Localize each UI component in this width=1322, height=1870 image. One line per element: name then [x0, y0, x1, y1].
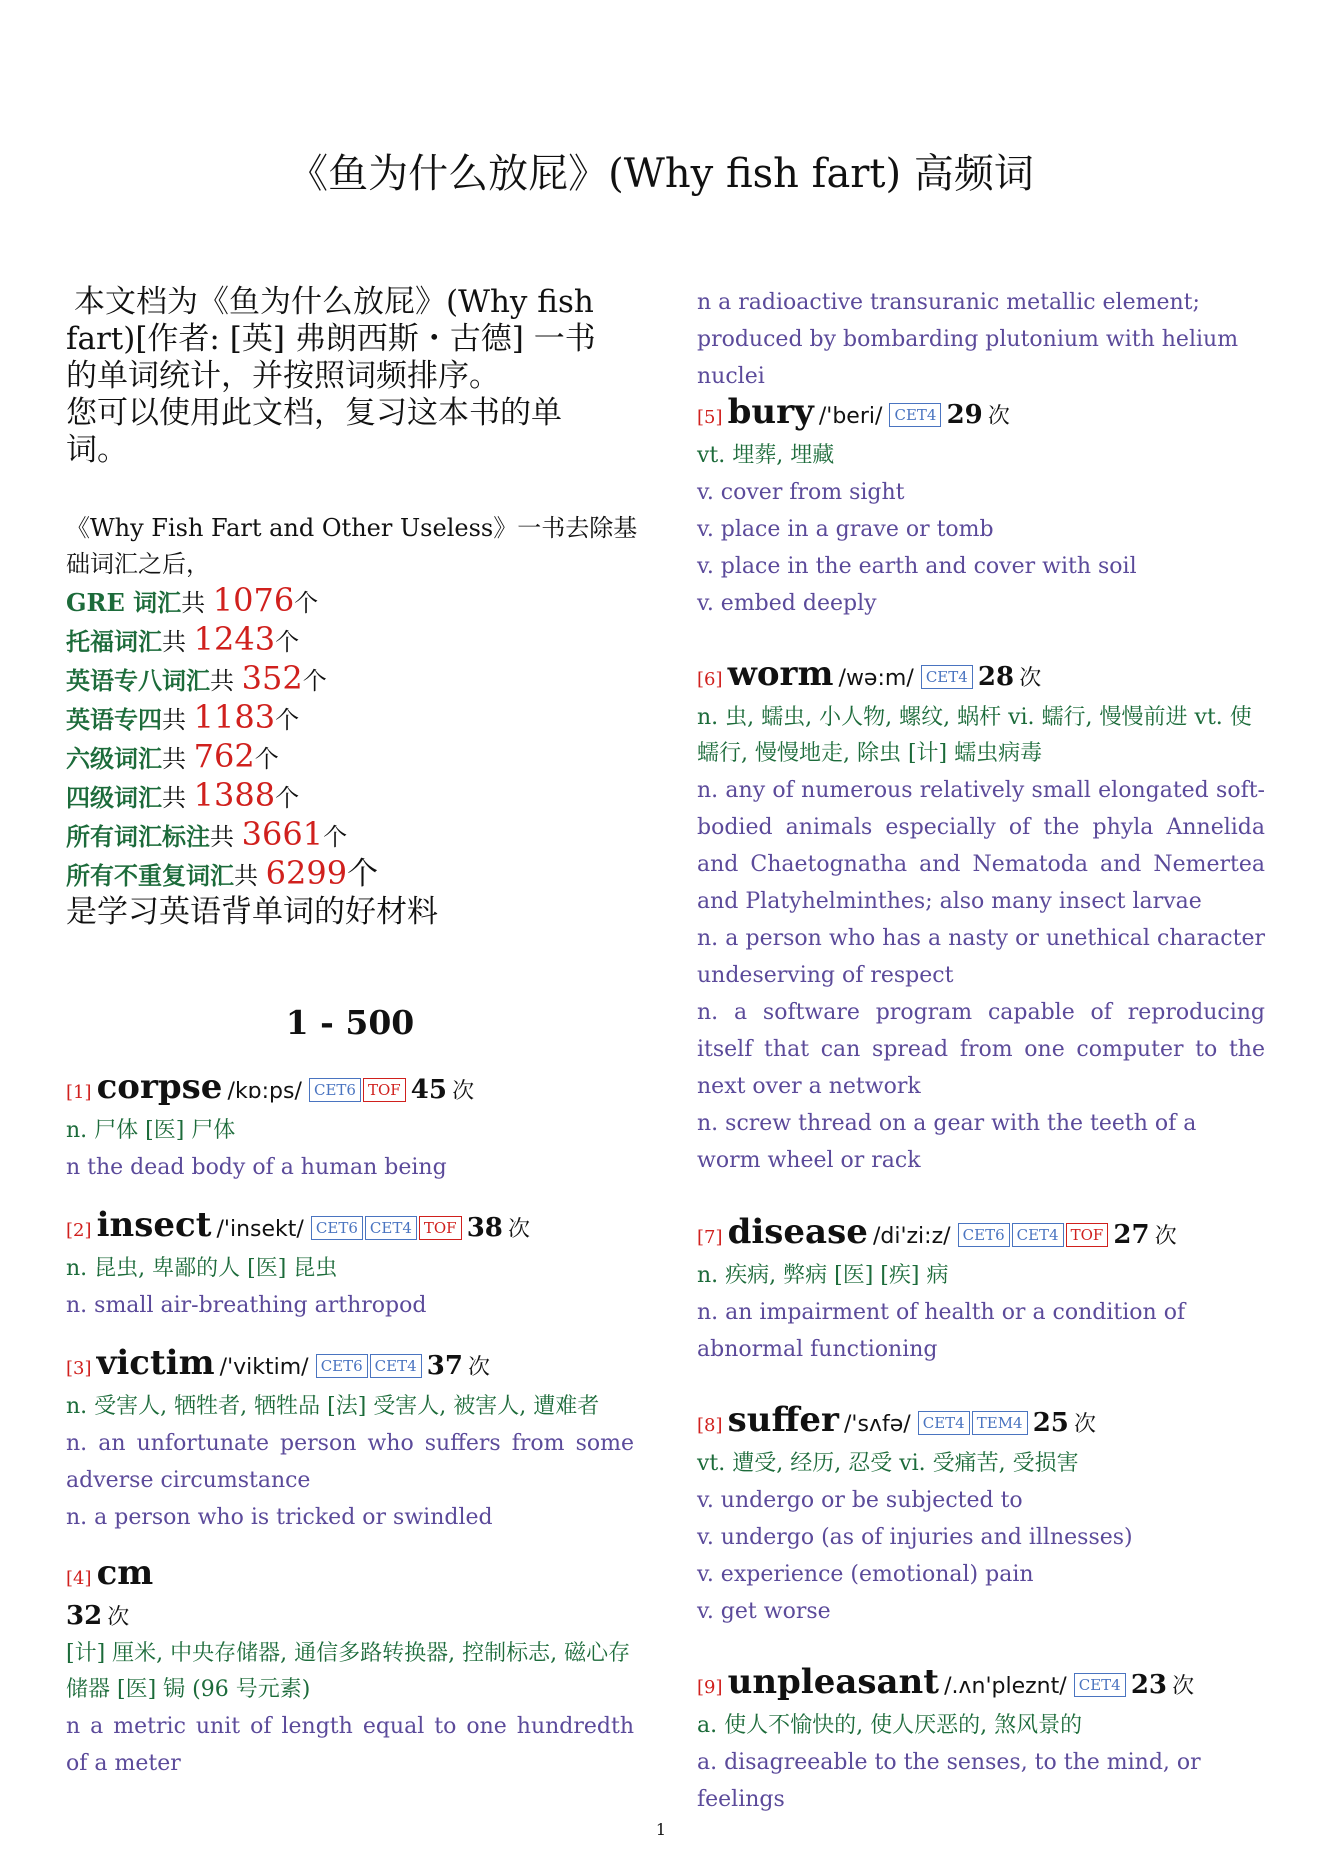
tag-badge: TOF [1066, 1223, 1109, 1247]
entry-cm [66, 1553, 634, 1782]
page-title: 《鱼为什么放屁》(Why fish fart) 高频词 [288, 151, 1034, 197]
count-unit: 次 [452, 1079, 475, 1104]
frequency-count: 23 [1130, 1670, 1167, 1700]
phonetic: /'insekt/ [216, 1217, 304, 1242]
closing-line: 是学习英语背单词的好材料 [66, 894, 438, 930]
headword: bury [727, 392, 814, 432]
intro-line: fart)[作者: [英] 弗朗西斯・古德] 一书 [66, 321, 596, 357]
count-unit: 次 [1172, 1674, 1195, 1699]
chinese-definition: n. 昆虫, 卑鄙的人 [医] 昆虫 [66, 1256, 338, 1281]
english-definition: v. place in the earth and cover with soil [697, 554, 1137, 579]
stat-unit: 个 [294, 589, 319, 617]
count-unit: 次 [1019, 666, 1042, 691]
tag-badge: CET6 [958, 1223, 1010, 1247]
summary-line: 《Why Fish Fart and Other Useless》一书去除基 [66, 514, 638, 542]
stat-unit: 个 [275, 706, 300, 734]
english-definition: n a metric unit of length equal to one hundredth of a meter [66, 1714, 634, 1776]
headword: corpse [96, 1067, 223, 1107]
stat-row [66, 777, 634, 816]
stat-row [66, 855, 634, 894]
headword: disease [727, 1212, 868, 1252]
count-unit: 次 [987, 404, 1010, 429]
english-definition: v. place in a grave or tomb [697, 517, 994, 542]
stat-count: 1076 [212, 581, 295, 619]
headword-line [697, 1662, 1265, 1708]
headword: suffer [727, 1400, 839, 1440]
entry-worm [697, 654, 1265, 1179]
entry-index: [9] [697, 1677, 723, 1698]
chinese-definition: vt. 遭受, 经历, 忍受 vi. 受痛苦, 受损害 [697, 1451, 1079, 1476]
phonetic: /'beri/ [818, 404, 883, 429]
entry-insect [66, 1205, 634, 1324]
intro-line: 本文档为《鱼为什么放屁》(Why fish [74, 284, 594, 320]
headword: insect [96, 1205, 212, 1245]
entry-index: [5] [697, 407, 723, 428]
stat-label: 所有词汇标注 [66, 822, 210, 851]
frequency-count: 29 [946, 400, 983, 430]
count-unit: 次 [107, 1605, 130, 1630]
english-definition: n. any of numerous relatively small elongated soft-bodied animals especially of the phyla Annelida and Chaetognatha and Nematoda and Nemertea and Platyhelminthes; also many insect larvae [697, 778, 1265, 914]
intro-paragraph [66, 284, 634, 469]
chinese-definition: n. 尸体 [医] 尸体 [66, 1118, 236, 1143]
headword-line [697, 654, 1265, 700]
headword-line [66, 1205, 634, 1251]
tag-badge: TOF [419, 1216, 462, 1240]
headword: unpleasant [727, 1662, 939, 1702]
phonetic: /'sʌfə/ [844, 1412, 911, 1437]
tag-badge: TOF [363, 1078, 406, 1102]
tag-badge: CET4 [370, 1354, 422, 1378]
entry-index: [8] [697, 1415, 723, 1436]
english-definition: n. small air-breathing arthropod [66, 1293, 427, 1318]
headword: cm [96, 1553, 154, 1593]
tag-badge: CET6 [316, 1354, 368, 1378]
stat-count: 1183 [193, 698, 276, 736]
section-title: 1 - 500 [285, 1003, 415, 1042]
stat-pre: 共 [210, 667, 242, 695]
intro-line: 的单词统计，并按照词频排序。 [66, 358, 500, 394]
tag-badge: CET4 [1012, 1223, 1064, 1247]
stat-label: GRE 词汇 [66, 588, 182, 617]
phonetic: /wə:m/ [838, 666, 914, 691]
stat-pre: 共 [162, 706, 194, 734]
intro-line: 词。 [66, 432, 128, 468]
count-unit: 次 [468, 1355, 491, 1380]
page-number: 1 [655, 1820, 667, 1839]
headword-line [66, 1553, 634, 1599]
stat-pre: 共 [234, 862, 266, 890]
frequency-count: 38 [466, 1213, 503, 1243]
stat-unit: 个 [302, 667, 327, 695]
english-definition: n the dead body of a human being [66, 1155, 447, 1180]
stat-unit: 个 [323, 823, 348, 851]
stat-count: 6299 [265, 854, 348, 892]
intro-line: 您可以使用此文档，复习这本书的单 [66, 395, 562, 431]
tag-badge: CET4 [921, 665, 973, 689]
tag-badge: CET6 [309, 1078, 361, 1102]
stat-row [66, 699, 634, 738]
entry-index: [4] [66, 1568, 92, 1589]
entry-index: [6] [697, 669, 723, 690]
english-definition: n. an impairment of health or a condition of abnormal functioning [697, 1300, 1186, 1362]
entry-victim [66, 1343, 634, 1536]
stat-count: 3661 [241, 815, 324, 853]
headword-line [697, 392, 1265, 438]
english-definition: n. screw thread on a gear with the teeth of a worm wheel or rack [697, 1111, 1197, 1173]
headword-line [66, 1343, 634, 1389]
headword: victim [96, 1343, 215, 1383]
entry-suffer [697, 1400, 1265, 1630]
frequency-count: 27 [1113, 1220, 1150, 1250]
headword-line [697, 1212, 1265, 1258]
entry-index: [2] [66, 1220, 92, 1241]
english-definition: v. embed deeply [697, 591, 877, 616]
english-definition: n. an unfortunate person who suffers from some adverse circumstance [66, 1431, 634, 1493]
headword: worm [727, 654, 834, 694]
stat-unit: 个 [275, 784, 300, 812]
chinese-definition: n. 受害人, 牺牲者, 牺牲品 [法] 受害人, 被害人, 遭难者 [66, 1394, 600, 1419]
english-definition: v. undergo or be subjected to [697, 1488, 1023, 1513]
english-definition: n. a person who is tricked or swindled [66, 1505, 493, 1530]
english-definition: v. experience (emotional) pain [697, 1562, 1034, 1587]
entry-index: [7] [697, 1227, 723, 1248]
stat-count: 762 [193, 737, 255, 775]
chinese-definition: n. 疾病, 弊病 [医] [疾] 病 [697, 1263, 949, 1288]
count-unit: 次 [1073, 1412, 1096, 1437]
tag-badge: CET4 [365, 1216, 417, 1240]
english-definition: a. disagreeable to the senses, to the mind, or feelings [697, 1750, 1201, 1812]
phonetic: /.ʌn'pleznt/ [944, 1674, 1067, 1699]
count-line [66, 1599, 634, 1636]
stat-label: 托福词汇 [66, 627, 162, 656]
tag-badge: CET4 [918, 1411, 970, 1435]
chinese-definition: n. 虫, 蠕虫, 小人物, 螺纹, 蜗杆 vi. 蠕行, 慢慢前进 vt. 使蠕行, 慢慢地走, 除虫 [计] 蠕虫病毒 [697, 705, 1252, 766]
stat-pre: 共 [162, 784, 194, 812]
stat-label: 四级词汇 [66, 783, 162, 812]
entry-bury [697, 392, 1265, 622]
stat-row [66, 660, 634, 699]
stat-count: 1388 [193, 776, 276, 814]
phonetic: /'viktim/ [219, 1355, 309, 1380]
tag-badge: CET4 [889, 403, 941, 427]
stat-label: 六级词汇 [66, 744, 162, 773]
stat-row [66, 738, 634, 777]
summary-line: 础词汇之后， [66, 550, 210, 578]
frequency-count: 25 [1032, 1408, 1069, 1438]
phonetic: /di'zi:z/ [872, 1224, 951, 1249]
tag-badge: CET4 [1074, 1673, 1126, 1697]
stat-pre: 共 [162, 745, 194, 773]
entry-index: [3] [66, 1358, 92, 1379]
headword-line [697, 1400, 1265, 1446]
english-definition: n a radioactive transuranic metallic element; produced by bombarding plutonium with helium nuclei [697, 290, 1239, 389]
chinese-definition: a. 使人不愉快的, 使人厌恶的, 煞风景的 [697, 1713, 1083, 1738]
frequency-count: 28 [977, 662, 1015, 692]
stat-count: 1243 [193, 620, 276, 658]
entry-disease [697, 1212, 1265, 1368]
stat-label: 英语专八词汇 [66, 666, 210, 695]
count-unit: 次 [507, 1217, 530, 1242]
english-definition: v. get worse [697, 1599, 831, 1624]
entry-cm-continued [697, 284, 1265, 395]
tag-badge: CET6 [311, 1216, 363, 1240]
entry-unpleasant [697, 1662, 1265, 1818]
english-definition: n. a person who has a nasty or unethical character undeserving of respect [697, 926, 1265, 988]
headword-line [66, 1067, 634, 1113]
stat-row [66, 621, 634, 660]
entry-corpse [66, 1067, 634, 1186]
stat-label: 英语专四 [66, 705, 162, 734]
count-unit: 次 [1154, 1224, 1177, 1249]
tag-badge: TEM4 [972, 1411, 1028, 1435]
chinese-definition: [计] 厘米, 中央存储器, 通信多路转换器, 控制标志, 磁心存储器 [医] 锔 (96 号元素) [66, 1641, 631, 1702]
stat-pre: 共 [162, 628, 194, 656]
phonetic: /kɒ:ps/ [227, 1079, 302, 1104]
stat-label: 所有不重复词汇 [66, 861, 234, 890]
stat-unit: 个 [254, 745, 279, 773]
entry-index: [1] [66, 1082, 92, 1103]
frequency-count: 32 [66, 1601, 103, 1631]
stat-unit: 个 [347, 856, 379, 892]
english-definition: v. undergo (as of injuries and illnesses) [697, 1525, 1133, 1550]
frequency-count: 37 [426, 1351, 463, 1381]
english-definition: n. a software program capable of reproducing itself that can spread from one computer to the next over a network [697, 1000, 1265, 1099]
vocab-stats [66, 510, 638, 930]
english-definition: v. cover from sight [697, 480, 905, 505]
stat-row [66, 816, 634, 855]
frequency-count: 45 [410, 1075, 447, 1105]
stat-unit: 个 [275, 628, 300, 656]
stat-count: 352 [241, 659, 303, 697]
stat-row [66, 582, 634, 621]
chinese-definition: vt. 埋葬, 埋藏 [697, 443, 835, 468]
stat-pre: 共 [210, 823, 242, 851]
stat-pre: 共 [181, 589, 213, 617]
